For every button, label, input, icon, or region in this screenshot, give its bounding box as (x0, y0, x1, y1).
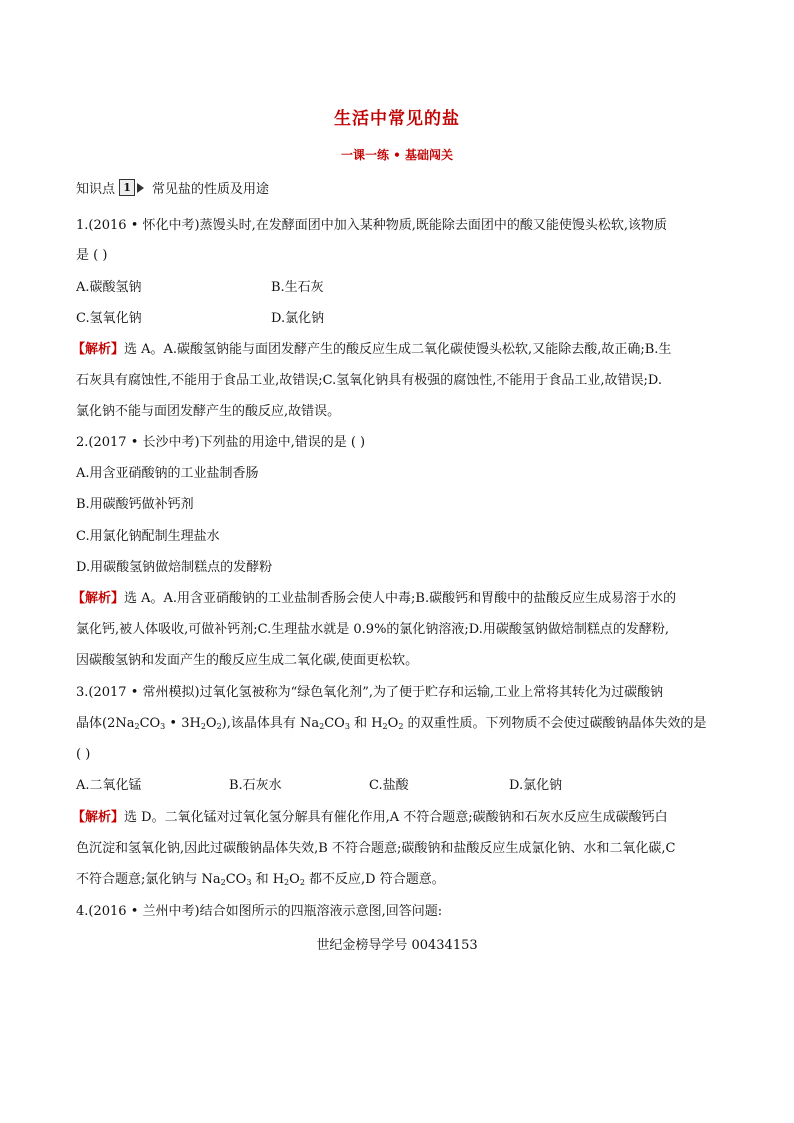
analysis-tag: 【解析】 (72, 591, 125, 606)
q3-option-d: D.氯化钠 (509, 778, 563, 793)
q2-stem: 2.(2017 • 长沙中考)下列盐的用途中,错误的是 ( ) (76, 435, 366, 450)
q3-stem-line2: 晶体($2Na_2CO_3$ • $3H_2O_2$),该晶体具有 $Na_2CO_3$ 和 $H_2O_2$ 的双重性质。下列物质不会使过碳酸钠晶体失效的是 (76, 716, 707, 731)
q1-stem-line1: 1.(2016 • 怀化中考)蒸馒头时,在发酵面团中加入某种物质,既能除去面团中的酸又能使馒头松软,该物质 (76, 218, 667, 233)
q2-option-d: D.用碳酸氢钠做焙制糕点的发酵粉 (76, 560, 273, 575)
q3-option-a: A.二氧化锰 (76, 778, 142, 793)
q1-stem-line2: 是 ( ) (76, 248, 108, 263)
arrow-right-icon (137, 183, 144, 193)
q1-option-a: A.碳酸氢钠 (76, 280, 142, 295)
q3-analysis-line1: 【解析】选 D。二氧化锰对过氧化氢分解具有催化作用,A 不符合题意;碳酸钠和石灰水反应生成碳酸钙白 (72, 810, 668, 825)
q1-option-d: D.氯化钠 (271, 311, 325, 326)
q1-option-c: C.氢氧化钠 (76, 311, 142, 326)
q2-option-c: C.用氯化钠配制生理盐水 (76, 529, 220, 544)
q2-option-b: B.用碳酸钙做补钙剂 (76, 497, 194, 512)
knowledge-point-number: 1 (119, 179, 135, 196)
q1-option-b: B.生石灰 (271, 280, 324, 295)
q3-stem-line3: ( ) (76, 747, 91, 762)
q3-option-b: B.石灰水 (229, 778, 282, 793)
q2-analysis-line2: 氯化钙,被人体吸收,可做补钙剂;C.生理盐水就是 0.9%的氯化钠溶液;D.用碳酸氢钠做焙制糕点的发酵粉, (76, 622, 670, 637)
q4-stem: 4.(2016 • 兰州中考)结合如图所示的四瓶溶液示意图,回答问题: (76, 904, 443, 919)
q2-analysis-line3: 因碳酸氢钠和发面产生的酸反应生成二氧化碳,使面更松软。 (76, 653, 419, 668)
q3-analysis-line3: 不符合题意;氯化钠与 $Na_2CO_3$ 和 $H_2O_2$ 都不反应,D 符合题意。 (76, 872, 445, 887)
q2-option-a: A.用含亚硝酸钠的工业盐制香肠 (76, 466, 259, 481)
q1-analysis-line3: 氯化钠不能与面团发酵产生的酸反应,故错误。 (76, 404, 341, 419)
q3-analysis-line2: 色沉淀和氢氧化钠,因此过碳酸钠晶体失效,B 不符合题意;碳酸钠和盐酸反应生成氯化钠、水和二氧化碳,C (76, 841, 676, 856)
knowledge-point-label: 常见盐的性质及用途 (152, 182, 270, 197)
q3-option-c: C.盐酸 (369, 778, 409, 793)
q1-analysis-line1: 【解析】选 A。A.碳酸氢钠能与面团发酵产生的酸反应生成二氧化碳使馒头松软,又能除去酸,故正确;B.生 (72, 342, 672, 357)
q4-reference-number: 世纪金榜导学号 00434153 (316, 938, 478, 953)
knowledge-point-prefix: 知识点 (76, 182, 116, 197)
page-subtitle: 一课一练 • 基础闯关 (340, 148, 454, 162)
knowledge-point-heading (76, 178, 269, 197)
q1-analysis-line2: 石灰具有腐蚀性,不能用于食品工业,故错误;C.氢氧化钠具有极强的腐蚀性,不能用于食品工业,故错误;D. (76, 373, 662, 388)
page-title: 生活中常见的盐 (334, 109, 460, 129)
analysis-tag: 【解析】 (72, 342, 125, 357)
q2-analysis-line1: 【解析】选 A。A.用含亚硝酸钠的工业盐制香肠会使人中毒;B.碳酸钙和胃酸中的盐酸反应生成易溶于水的 (72, 591, 677, 606)
analysis-tag: 【解析】 (72, 810, 125, 825)
q3-stem-line1: 3.(2017 • 常州模拟)过氧化氢被称为“绿色氧化剂”,为了便于贮存和运输,工业上常将其转化为过碳酸钠 (76, 685, 664, 700)
